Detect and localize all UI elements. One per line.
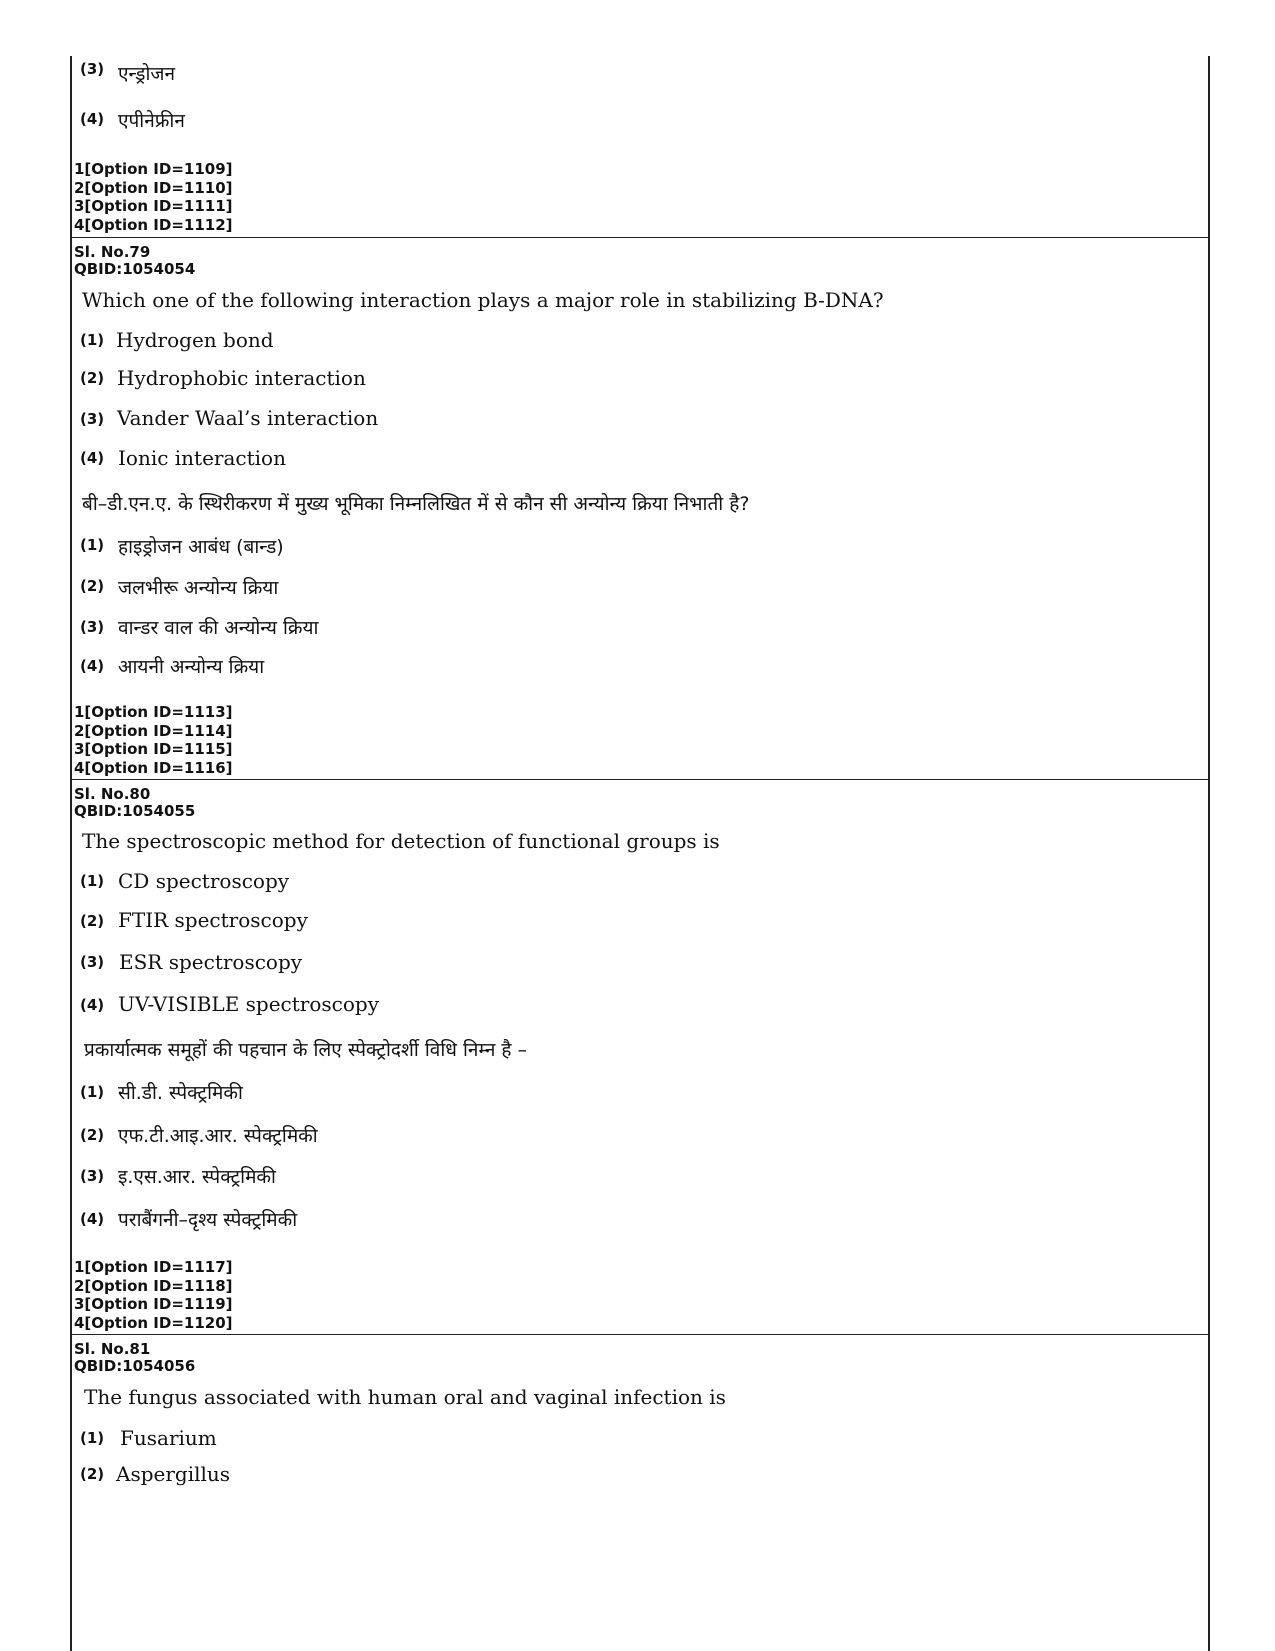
- option-number: (4): [80, 110, 105, 128]
- serial-number: Sl. No.81: [74, 1340, 151, 1358]
- option-id: 3[Option ID=1119]: [74, 1295, 233, 1313]
- question-meta: [74, 244, 195, 278]
- option-id: 4[Option ID=1116]: [74, 758, 233, 777]
- option-text-english: ESR spectroscopy: [119, 950, 303, 974]
- option-id: 4[Option ID=1120]: [74, 1313, 233, 1332]
- option-id: 3[Option ID=1111]: [74, 197, 233, 215]
- option-number: (4): [80, 1210, 105, 1228]
- option-id-list: [74, 1258, 233, 1332]
- option-id: 1[Option ID=1113]: [74, 703, 233, 721]
- option-text-hindi: हाइड्रोजन आबंध (बान्ड): [118, 536, 284, 558]
- question-divider: [70, 237, 1210, 238]
- option-text-english: Ionic interaction: [118, 446, 286, 470]
- option-text-hindi: एपीनेफ्रीन: [118, 110, 185, 132]
- option-number: (2): [80, 912, 105, 930]
- option-id: 1[Option ID=1109]: [74, 160, 233, 178]
- option-id: 3[Option ID=1115]: [74, 740, 233, 758]
- qbid: QBID:1054056: [74, 1357, 196, 1375]
- option-text-english: Fusarium: [120, 1426, 217, 1450]
- option-id: 2[Option ID=1114]: [74, 721, 233, 740]
- question-text-english: The spectroscopic method for detection of functional groups is: [82, 829, 720, 853]
- question-text-hindi: बी–डी.एन.ए. के स्थिरीकरण में मुख्य भूमिका निम्नलिखित में से कौन सी अन्योन्य क्रिया निभाती है?: [82, 493, 750, 515]
- option-text-english: Aspergillus: [116, 1462, 231, 1486]
- option-text-english: Hydrogen bond: [116, 328, 274, 352]
- option-id: 4[Option ID=1112]: [74, 215, 233, 234]
- option-text-hindi: एफ.टी.आइ.आर. स्पेक्ट्रमिकी: [118, 1125, 318, 1147]
- question-meta: [74, 1341, 195, 1375]
- option-number: (3): [80, 618, 105, 636]
- option-text-hindi: एन्ड्रोजन: [118, 63, 176, 85]
- option-text-english: Vander Waal’s interaction: [117, 406, 379, 430]
- option-number: (4): [80, 996, 105, 1014]
- serial-number: Sl. No.80: [74, 785, 151, 803]
- option-number: (2): [80, 577, 105, 595]
- option-number: (3): [80, 410, 105, 428]
- option-id: 2[Option ID=1118]: [74, 1276, 233, 1295]
- question-divider: [70, 1334, 1210, 1335]
- question-meta: [74, 786, 195, 820]
- option-id: 1[Option ID=1117]: [74, 1258, 233, 1276]
- option-text-hindi: आयनी अन्योन्य क्रिया: [118, 656, 265, 678]
- option-number: (2): [80, 1126, 105, 1144]
- option-text-hindi: जलभीरू अन्योन्य क्रिया: [118, 577, 279, 599]
- option-text-english: CD spectroscopy: [118, 869, 290, 893]
- option-id-list: [74, 703, 233, 777]
- option-text-hindi: पराबैंगनी–दृश्य स्पेक्ट्रमिकी: [118, 1209, 298, 1231]
- option-text-english: UV-VISIBLE spectroscopy: [118, 992, 379, 1016]
- option-text-hindi: वान्डर वाल की अन्योन्य क्रिया: [118, 617, 319, 639]
- option-number: (1): [80, 331, 105, 349]
- question-text-hindi: प्रकार्यात्मक समूहों की पहचान के लिए स्पेक्ट्रोदर्शी विधि निम्न है –: [84, 1039, 528, 1061]
- option-number: (4): [80, 449, 105, 467]
- option-id-list: [74, 160, 233, 234]
- serial-number: Sl. No.79: [74, 243, 151, 261]
- qbid: QBID:1054055: [74, 802, 196, 820]
- option-text-english: Hydrophobic interaction: [117, 366, 366, 390]
- option-text-english: FTIR spectroscopy: [118, 908, 308, 932]
- option-number: (2): [80, 369, 105, 387]
- option-text-hindi: इ.एस.आर. स्पेक्ट्रमिकी: [118, 1166, 276, 1188]
- option-number: (1): [80, 536, 105, 554]
- option-number: (1): [80, 872, 105, 890]
- option-number: (1): [80, 1429, 105, 1447]
- option-id: 2[Option ID=1110]: [74, 178, 233, 197]
- question-divider: [70, 779, 1210, 780]
- question-text-english: Which one of the following interaction plays a major role in stabilizing B-DNA?: [82, 288, 884, 312]
- option-number: (4): [80, 657, 105, 675]
- question-text-english: The fungus associated with human oral and vaginal infection is: [84, 1385, 726, 1409]
- option-number: (3): [80, 1167, 105, 1185]
- option-number: (2): [80, 1465, 105, 1483]
- option-text-hindi: सी.डी. स्पेक्ट्रमिकी: [118, 1082, 243, 1104]
- option-number: (1): [80, 1083, 105, 1101]
- qbid: QBID:1054054: [74, 260, 196, 278]
- option-number: (3): [80, 60, 105, 78]
- option-number: (3): [80, 953, 105, 971]
